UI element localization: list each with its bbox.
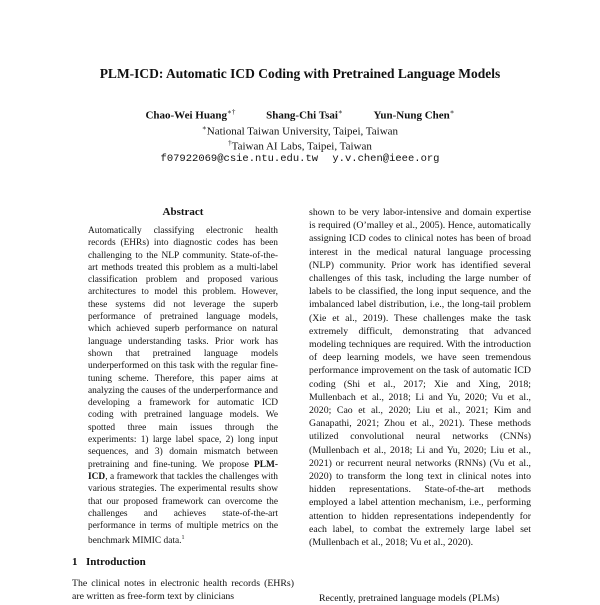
email-2: y.v.chen@ieee.org <box>332 153 440 165</box>
author-3: Yun-Nung Chen∗ <box>373 108 455 122</box>
email-list <box>0 153 600 165</box>
section-heading-introduction: 1 Introduction <box>72 556 146 568</box>
author-2: Shang-Chi Tsai∗ <box>266 108 343 122</box>
footnote-mark: 1 <box>181 535 185 542</box>
author-list <box>0 108 600 122</box>
right-column-paragraph-2: Recently, pretrained language models (PLMs) <box>319 593 500 604</box>
affiliation-2: †Taiwan AI Labs, Taipei, Taiwan <box>228 139 372 153</box>
abstract-body: Automatically classifying electronic health records (EHRs) into diagnostic codes has been challenging to the NLP community. State-of-the-art methods treated this problem as a multi-label classification problem and proposed various architectures to model this problem. However, these systems did not leverage the superb performance of pretrained language models, which achieved superb performance on natural language understanding tasks. Prior work has shown that pretrained language models underperformed on this task with the regular fine-tuning scheme. Therefore, this paper aims at analyzing the causes of the underperformance and developing a framework for automatic ICD coding with pretrained language models. We spotted three main issues through the experiments: 1) large label space, 2) long input sequences, and 3) domain mismatch between pretraining and fine-tuning. We propose PLM-ICD, a framework that tackles the challenges with various strategies. The experimental results show that our proposed framework can overcome the challenges and achieves state-of-the-art performance in terms of multiple metrics on the benchmark MIMIC data.$^1$ <box>88 226 278 547</box>
abstract-heading: Abstract <box>162 206 204 218</box>
paper-title: PLM-ICD: Automatic ICD Coding with Pretrained Language Models <box>99 66 501 81</box>
email-1: f07922069@csie.ntu.edu.tw <box>160 153 319 165</box>
introduction-paragraph: The clinical notes in electronic health records (EHRs) are written as free-form text by clinicians <box>72 578 294 603</box>
author-1: Chao-Wei Huang∗† <box>145 108 236 122</box>
affiliation-1: ∗National Taiwan University, Taipei, Taiwan <box>201 124 399 138</box>
right-column-paragraph: shown to be very labor-intensive and domain expertise is required (O’malley et al., 2005). Hence, automatically assigning ICD codes to clinical notes has been of broad interest in the medical natural language processing (NLP) community. Prior work has identified several challenges of this task, including the large number of labels to be classified, the long input sequence, and the imbalanced label distribution, i.e., the long-tail problem (Xie et al., 2019). These challenges make the task extremely difficult, demonstrating that advanced modeling techniques are required. With the introduction of deep learning models, we have seen tremendous performance improvement on the task of automatic ICD coding (Shi et al., 2017; Xie and Xing, 2018; Mullenbach et al., 2018; Li and Yu, 2020; Vu et al., 2020; Cao et al., 2020; Liu et al., 2021; Kim and Ganapathi, 2021; Zhou et al., 2021). These methods utilized convolutional neural networks (CNNs) (Mullenbach et al., 2018; Li and Yu, 2020; Liu et al., 2021) or recurrent neural networks (RNNs) (Vu et al., 2020) to transform the long text in clinical notes into hidden representations. State-of-the-art methods employed a label attention mechanism, i.e., performing attention to hidden representations independently for each label, to combat the extremely large label set (Mullenbach et al., 2018; Vu et al., 2020). <box>309 207 531 549</box>
framework-name: PLM-ICD <box>88 459 278 482</box>
